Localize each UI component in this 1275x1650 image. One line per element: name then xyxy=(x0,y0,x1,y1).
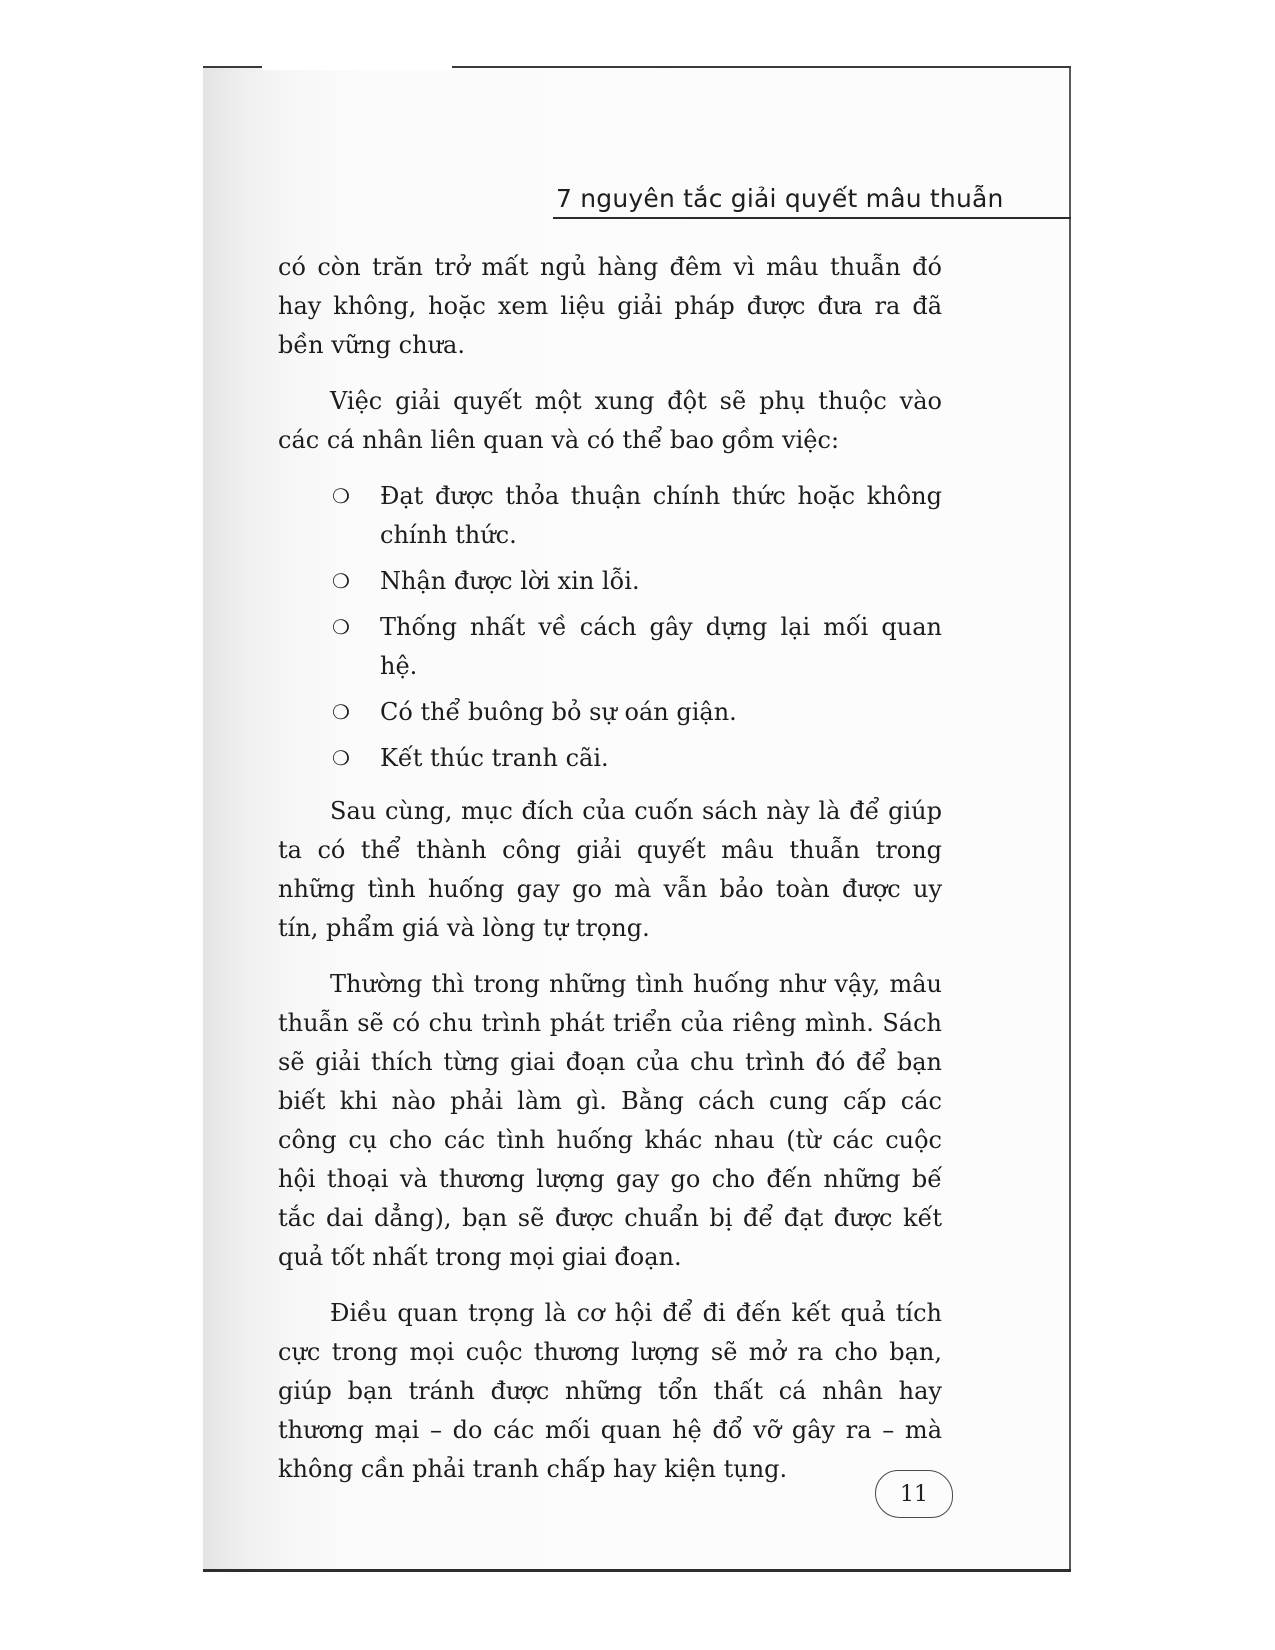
list-item-text: Thống nhất về cách gây dựng lại mối quan hệ. xyxy=(380,613,942,680)
circle-bullet-icon: ❍ xyxy=(332,615,350,639)
paragraph-book-purpose: Sau cùng, mục đích của cuốn sách này là để giúp ta có thể thành công giải quyết mâu thuẫn trong những tình huống gay go mà vẫn bảo toàn được uy tín, phẩm giá và lòng tự trọng. xyxy=(278,797,942,942)
circle-bullet-icon: ❍ xyxy=(332,700,350,724)
list-item-text: Nhận được lời xin lỗi. xyxy=(380,567,640,595)
paragraph-conflict-cycle: Thường thì trong những tình huống như vậy, mâu thuẫn sẽ có chu trình phát triển của riêng mình. Sách sẽ giải thích từng giai đoạn của chu trình đó để bạn biết khi nào phải làm gì. Bằng cách cung cấp các công cụ cho các tình huống khác nhau (từ các cuộc hội thoại và thương lượng gay go cho đến những bế tắc dai dẳng), bạn sẽ được chuẩn bị để đạt được kết quả tốt nhất trong mọi giai đoạn. xyxy=(278,970,942,1271)
list-item-text: Kết thúc tranh cãi. xyxy=(380,744,609,772)
list-item xyxy=(278,608,942,686)
list-item-text: Có thể buông bỏ sự oán giận. xyxy=(380,698,737,726)
paragraph-continued: có còn trăn trở mất ngủ hàng đêm vì mâu thuẫn đó hay không, hoặc xem liệu giải pháp được đưa ra đã bền vững chưa. xyxy=(278,253,942,359)
running-head-title: 7 nguyên tắc giải quyết mâu thuẫn xyxy=(556,184,1004,213)
page-top-edge-gap xyxy=(262,62,452,70)
list-item xyxy=(278,562,942,601)
running-head-rule xyxy=(553,217,1071,219)
paragraph-resolution-intro: Việc giải quyết một xung đột sẽ phụ thuộc vào các cá nhân liên quan và có thể bao gồm việc: xyxy=(278,387,942,454)
list-item-text: Đạt được thỏa thuận chính thức hoặc không chính thức. xyxy=(380,482,942,549)
page-number-cloud-icon xyxy=(875,1470,953,1518)
circle-bullet-icon: ❍ xyxy=(332,746,350,770)
circle-bullet-icon: ❍ xyxy=(332,484,350,508)
bullet-list xyxy=(278,477,942,778)
paragraph-positive-outcome: Điều quan trọng là cơ hội để đi đến kết quả tích cực trong mọi cuộc thương lượng sẽ mở ra cho bạn, giúp bạn tránh được những tổn thất cá nhân hay thương mại – do các mối quan hệ đổ vỡ gây ra – mà không cần phải tranh chấp hay kiện tụng. xyxy=(278,1299,942,1483)
page-number: 11 xyxy=(900,1481,928,1507)
body-text xyxy=(278,248,942,1506)
list-item xyxy=(278,477,942,555)
list-item xyxy=(278,739,942,778)
list-item xyxy=(278,693,942,732)
circle-bullet-icon: ❍ xyxy=(332,569,350,593)
